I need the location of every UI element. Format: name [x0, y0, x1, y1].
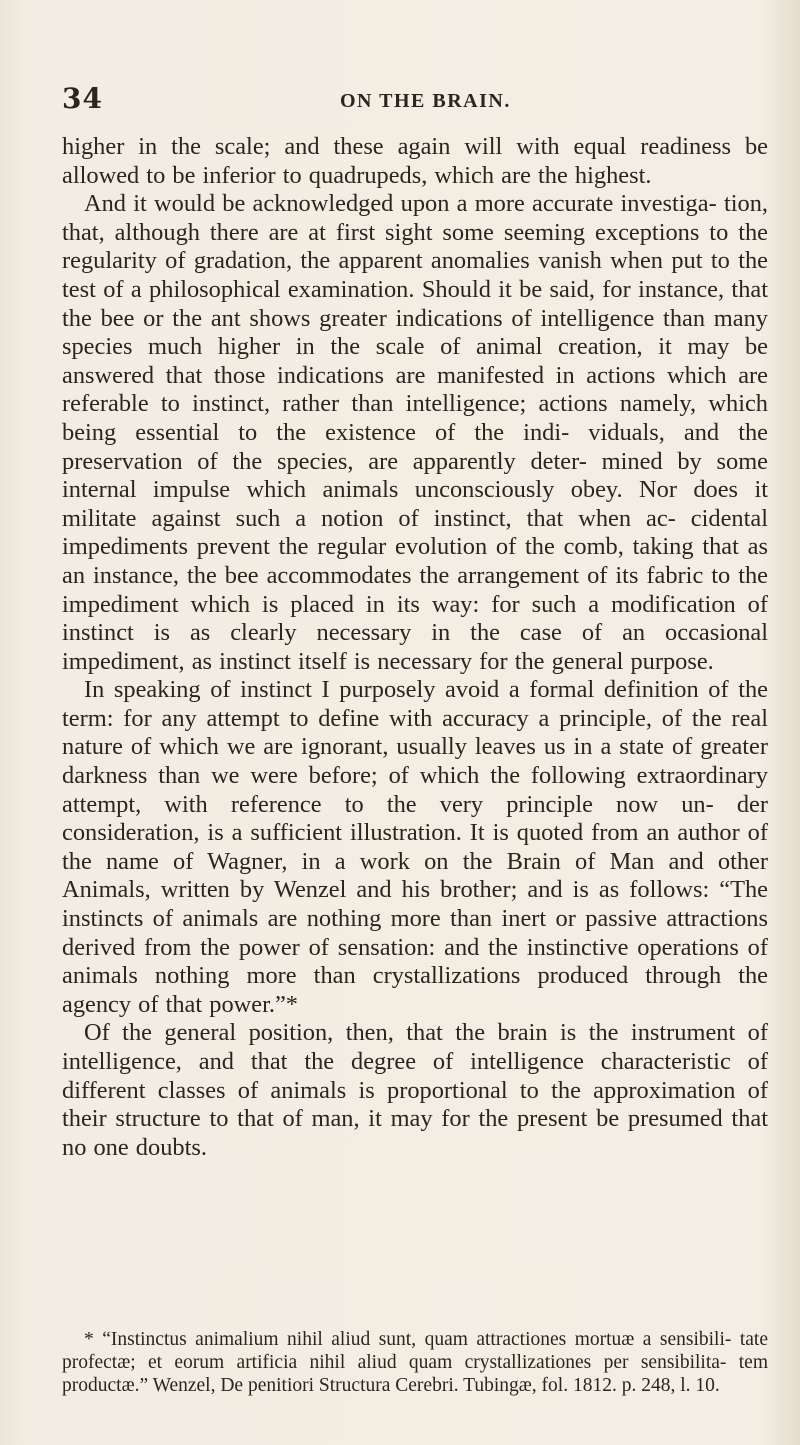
- paragraph-1: higher in the scale; and these again will with equal readiness be allowed to be inferior to quadrupeds, which are the highest.: [62, 133, 768, 189]
- footnote-text: * “Instinctus animalium nihil aliud sunt, quam attractiones mortuæ a sensibili- tate profectæ; et eorum artificia nihil aliud quam crystallizationes per sensibilita- tem productæ.” Wenzel, De penitiori Structura Cerebri. Tubingæ, fol. 1812. p. 248, l. 10.: [62, 1329, 768, 1396]
- body-text: [62, 133, 768, 1162]
- page-header: [62, 82, 762, 118]
- footnote: [62, 1328, 768, 1397]
- paragraph-2: And it would be acknowledged upon a more accurate investiga- tion, that, although there are at first sight some seeming exceptions to the regularity of gradation, the apparent anomalies vanish when put to the test of a philosophical examination. Should it be said, for instance, that the bee or the ant shows greater indications of intelligence than many species much higher in the scale of animal creation, it may be answered that those indications are manifested in actions which are referable to instinct, rather than intelligence; actions namely, which being essential to the existence of the indi- viduals, and the preservation of the species, are apparently deter- mined by some internal impulse which animals unconsciously obey. Nor does it militate against such a notion of instinct, that when ac- cidental impediments prevent the regular evolution of the comb, taking that as an instance, the bee accommodates the arrangement of its fabric to the impediment which is placed in its way: for such a modification of instinct is as clearly necessary in the case of an occasional impediment, as instinct itself is necessary for the general purpose.: [62, 190, 768, 675]
- paragraph-4: Of the general position, then, that the brain is the instrument of intelligence, and that the degree of intelligence characteristic of different classes of animals is proportional to the approximation of their structure to that of man, it may for the present be presumed that no one doubts.: [62, 1019, 768, 1161]
- running-title: ON THE BRAIN.: [340, 90, 511, 112]
- paragraph-3: In speaking of instinct I purposely avoid a formal definition of the term: for any attempt to define with accuracy a principle, of the real nature of which we are ignorant, usually leaves us in a state of greater darkness than we were before; of which the following extraordinary attempt, with reference to the very principle now un- der consideration, is a sufficient illustration. It is quoted from an author of the name of Wagner, in a work on the Brain of Man and other Animals, written by Wenzel and his brother; and is as follows: “The instincts of animals are nothing more than inert or passive attractions derived from the power of sensation: and the instinctive operations of animals nothing more than crystallizations produced through the agency of that power.”*: [62, 676, 768, 1018]
- page-number: 34: [62, 82, 103, 115]
